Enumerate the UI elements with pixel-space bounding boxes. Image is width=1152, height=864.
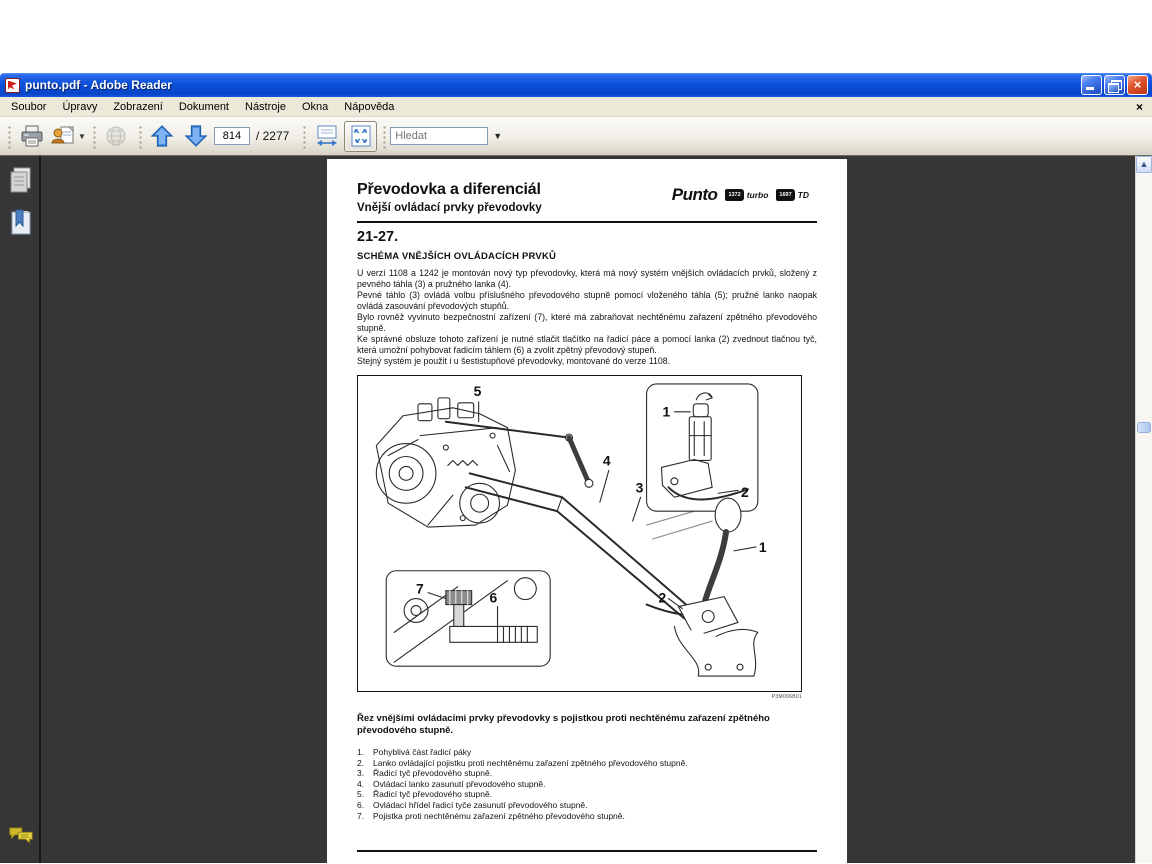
list-item: 6. Ovládací hřídel řadicí tyče zasunutí převodového stupně.: [357, 799, 588, 810]
print-button[interactable]: [15, 121, 48, 152]
figure-caption: Řez vnějšími ovládacími prvky převodovky s pojistkou proti nechtěnému zařazení zpětného převodového stupně.: [357, 713, 770, 736]
navigation-pane: [0, 156, 41, 863]
toolbar: [0, 117, 1152, 156]
page-number-input[interactable]: [214, 127, 250, 145]
callout-2-lever: 2: [658, 589, 667, 606]
comments-panel-icon[interactable]: [8, 823, 34, 845]
email-dropdown-arrow[interactable]: ▼: [78, 131, 86, 141]
paragraph: Pevné táhlo (3) ovládá volbu příslušného převodového stupně pomocí vloženého táhla (5); pružné lanko naopak ovládá zasouvání převodových stupňů.: [357, 290, 817, 311]
fit-width-button[interactable]: [310, 121, 343, 152]
minimize-button[interactable]: [1081, 75, 1102, 95]
callout-1-lever: 1: [758, 538, 767, 555]
callout-4: 4: [602, 452, 611, 469]
engine-badge-suffix-td: TD: [797, 190, 809, 200]
gearbox-diagram: [358, 376, 801, 691]
close-document-icon[interactable]: ×: [1135, 99, 1143, 114]
toolbar-grip: [381, 124, 386, 149]
legend-list: [357, 747, 817, 821]
engine-badge-1697: 1697: [776, 189, 794, 201]
page-footer-rule: [357, 850, 817, 852]
email-button[interactable]: [49, 121, 87, 152]
callout-7: 7: [416, 580, 424, 597]
restore-button[interactable]: [1104, 75, 1125, 95]
toolbar-grip: [91, 124, 96, 149]
arrow-up-icon: [150, 124, 174, 148]
body-text: [357, 268, 817, 367]
list-item: 5. Řadicí tyč převodového stupně.: [357, 789, 493, 800]
paragraph: Bylo rovněž vyvinuto bezpečnostní zařízení (7), které má zabraňovat nechtěnému zařazení zpětného převodového stupně.: [357, 312, 817, 333]
email-attach-icon: [50, 125, 76, 147]
doc-subtitle: Vnější ovládací prvky převodovky: [357, 202, 542, 214]
paragraph: U verzí 1108 a 1242 je montován nový typ převodovky, která má nový systém vnějších ovládacích prvků, složený z pevného táhla (3) a pružného lanka (4).: [357, 268, 817, 289]
fit-page-icon: [349, 124, 373, 148]
close-button[interactable]: ×: [1127, 75, 1148, 95]
callout-2-inset: 2: [740, 484, 749, 501]
menu-soubor[interactable]: Soubor: [11, 100, 47, 113]
doc-title: Převodovka a diferenciál: [357, 181, 541, 198]
section-number: 21-27.: [357, 229, 399, 245]
menu-zobrazeni[interactable]: Zobrazení: [113, 100, 163, 113]
paragraph: Ke správné obsluze tohoto zařízení je nutné stlačit tlačítko na řadicí páce a pomocí lanka (2) zvednout tlačnou tyč, která umožní pohybovat řadicím táhlem (6) a zvolit zpětný převodový stupeň.: [357, 334, 817, 355]
brand-logo: [672, 185, 809, 205]
pages-panel-icon[interactable]: [8, 166, 34, 194]
web-capture-button-disabled: [100, 121, 133, 152]
scrollbar-thumb[interactable]: [1137, 422, 1151, 433]
window-title: punto.pdf - Adobe Reader: [25, 78, 172, 92]
callout-6: 6: [489, 589, 498, 606]
arrow-down-icon: [184, 124, 208, 148]
bookmarks-panel-icon[interactable]: [8, 209, 34, 237]
engine-badge-suffix-turbo: turbo: [746, 190, 769, 200]
list-item: 7. Pojistka proti nechtěnému zařazení zpětného převodového stupně.: [357, 810, 625, 821]
adobe-reader-window: [0, 73, 1152, 864]
pdf-canvas: [43, 156, 1135, 863]
page-header: [357, 181, 817, 214]
previous-page-button[interactable]: [146, 121, 179, 152]
brand-name: Punto: [671, 185, 718, 204]
menu-bar: [0, 97, 1152, 117]
search-dropdown-arrow[interactable]: ▼: [493, 131, 503, 141]
paragraph: Stejný systém je použit i u šestistupňové převodovky, montované do verze 1108.: [357, 356, 671, 366]
menu-upravy[interactable]: Úpravy: [62, 100, 98, 113]
pdf-page: [327, 159, 847, 863]
list-item: 1. Pohyblivá část řadicí páky: [357, 747, 472, 757]
callout-5: 5: [473, 382, 482, 399]
document-area: [0, 156, 1152, 863]
toolbar-grip: [137, 124, 142, 149]
globe-icon: [104, 125, 128, 147]
fit-page-button-selected[interactable]: [344, 121, 377, 152]
fit-width-icon: [315, 124, 339, 148]
toolbar-grip: [6, 124, 11, 149]
figure-reference-code: P3M006B01: [771, 694, 802, 700]
list-item: 3. Řadicí tyč převodového stupně.: [357, 768, 493, 779]
gearbox-linkage-figure: [357, 375, 802, 692]
list-item: 4. Ovládací lanko zasunutí převodového stupně.: [357, 778, 546, 789]
callout-1-inset: 1: [662, 403, 671, 420]
search-input[interactable]: [390, 127, 488, 145]
engine-badge-1372: 1372: [725, 189, 743, 201]
section-heading: SCHÉMA VNĚJŠÍCH OVLÁDACÍCH PRVKŮ: [357, 251, 557, 262]
printer-icon: [20, 125, 44, 147]
menu-nastroje[interactable]: Nástroje: [245, 100, 286, 113]
vertical-scrollbar[interactable]: [1135, 156, 1152, 863]
header-rule: [357, 221, 817, 223]
callout-3: 3: [635, 479, 644, 496]
menu-napoveda[interactable]: Nápověda: [344, 100, 395, 113]
next-page-button[interactable]: [180, 121, 213, 152]
page-count-label: / 2277: [255, 129, 290, 143]
list-item: 2. Lanko ovládající pojistku proti nechtěnému zařazení zpětného převodového stupně.: [357, 757, 688, 768]
menu-dokument[interactable]: Dokument: [178, 100, 229, 113]
scroll-up-icon[interactable]: ▲: [1136, 156, 1152, 173]
pdf-file-icon: [5, 78, 20, 93]
toolbar-grip: [301, 124, 306, 149]
menu-okna[interactable]: Okna: [301, 100, 329, 113]
title-bar: [0, 73, 1152, 97]
